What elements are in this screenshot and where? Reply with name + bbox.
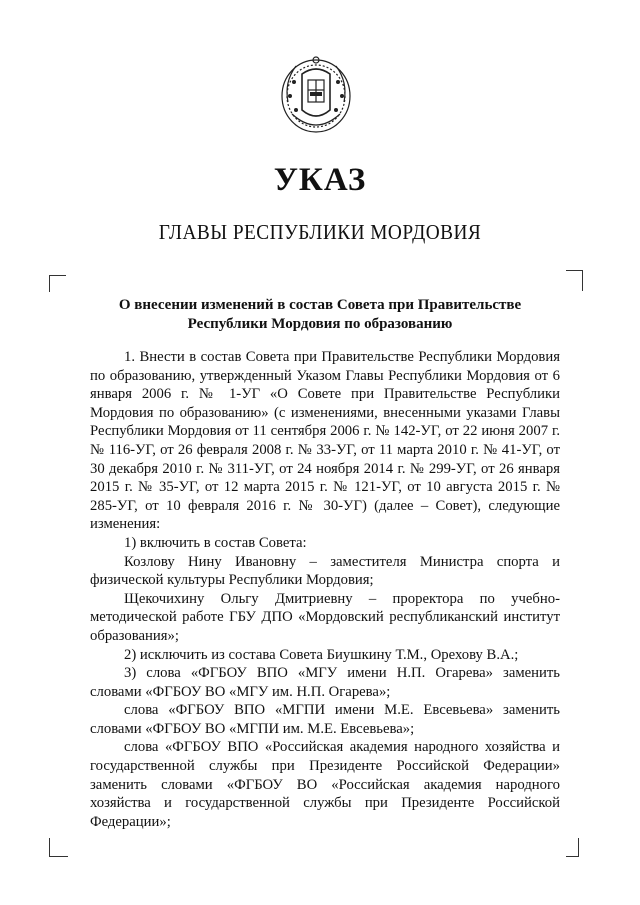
paragraph: 2) исключить из состава Совета Биушкину Т.М., Орехову В.А.;	[124, 646, 519, 663]
paragraph: 1. Внести в состав Совета при Правительстве Республики Мордовия по образованию, утвержденный Указом Главы Республики Мордовия от 6 января 2006 г. № 1-УГ «О Совете при Правительстве Республики Мордовия по образованию» (с изменениями, внесенными указами Главы Республики Мордовия от 11 сентября 2006 г. № 142-УГ, от 22 июня 2007 г. № 116-УГ, от 26 февраля 2008 г. № 33-УГ, от 11 марта 2010 г. № 41-УГ, от 30 декабря 2010 г. № 311-УГ, от 24 ноября 2014 г. № 299-УГ, от 26 января 2015 г. № 35-УГ, от 12 марта 2015 г. № 121-УГ, от 10 августа 2015 г. № 285-УГ, от 10 февраля 2016 г. № 30-УГ) (далее – Совет), следующие изменения:	[90, 349, 560, 533]
corner-mark-top-left	[49, 275, 66, 292]
corner-mark-top-right	[566, 270, 583, 291]
corner-mark-bottom-right	[566, 838, 579, 857]
paragraph: Козлову Нину Ивановну – заместителя Министра спорта и физической культуры Республики Мордовия;	[90, 553, 560, 589]
document-title: УКАЗ	[273, 162, 367, 198]
corner-mark-bottom-left	[49, 838, 68, 857]
heading-line: Республики Мордовия по образованию	[187, 316, 453, 332]
coat-of-arms-icon	[274, 52, 358, 136]
heading-line: О внесении изменений в состав Совета при Правительстве	[118, 297, 522, 313]
paragraph: 1) включить в состав Совета:	[124, 534, 307, 551]
paragraph: Щекочихину Ольгу Дмитриевну – проректора по учебно-методической работе ГБУ ДПО «Мордовский республиканский институт образования»;	[90, 590, 560, 644]
document-subtitle: ГЛАВЫ РЕСПУБЛИКИ МОРДОВИЯ	[158, 220, 482, 244]
document-body	[90, 348, 560, 831]
paragraph: 3) слова «ФГБОУ ВПО «МГУ имени Н.П. Огарева» заменить словами «ФГБОУ ВО «МГУ им. Н.П. Огарева»;	[90, 665, 560, 700]
paragraph: слова «ФГБОУ ВПО «Российская академия народного хозяйства и государственной службы при Президенте Российской Федерации» заменить словами «ФГБОУ ВО «Российская академия народного хозяйства и государственной службы при Президенте Российской Федерации»;	[90, 739, 560, 830]
paragraph: слова «ФГБОУ ВПО «МГПИ имени М.Е. Евсевьева» заменить словами «ФГБОУ ВО «МГПИ им. М.Е. Евсевьева»;	[90, 702, 560, 737]
document-heading	[90, 296, 550, 334]
